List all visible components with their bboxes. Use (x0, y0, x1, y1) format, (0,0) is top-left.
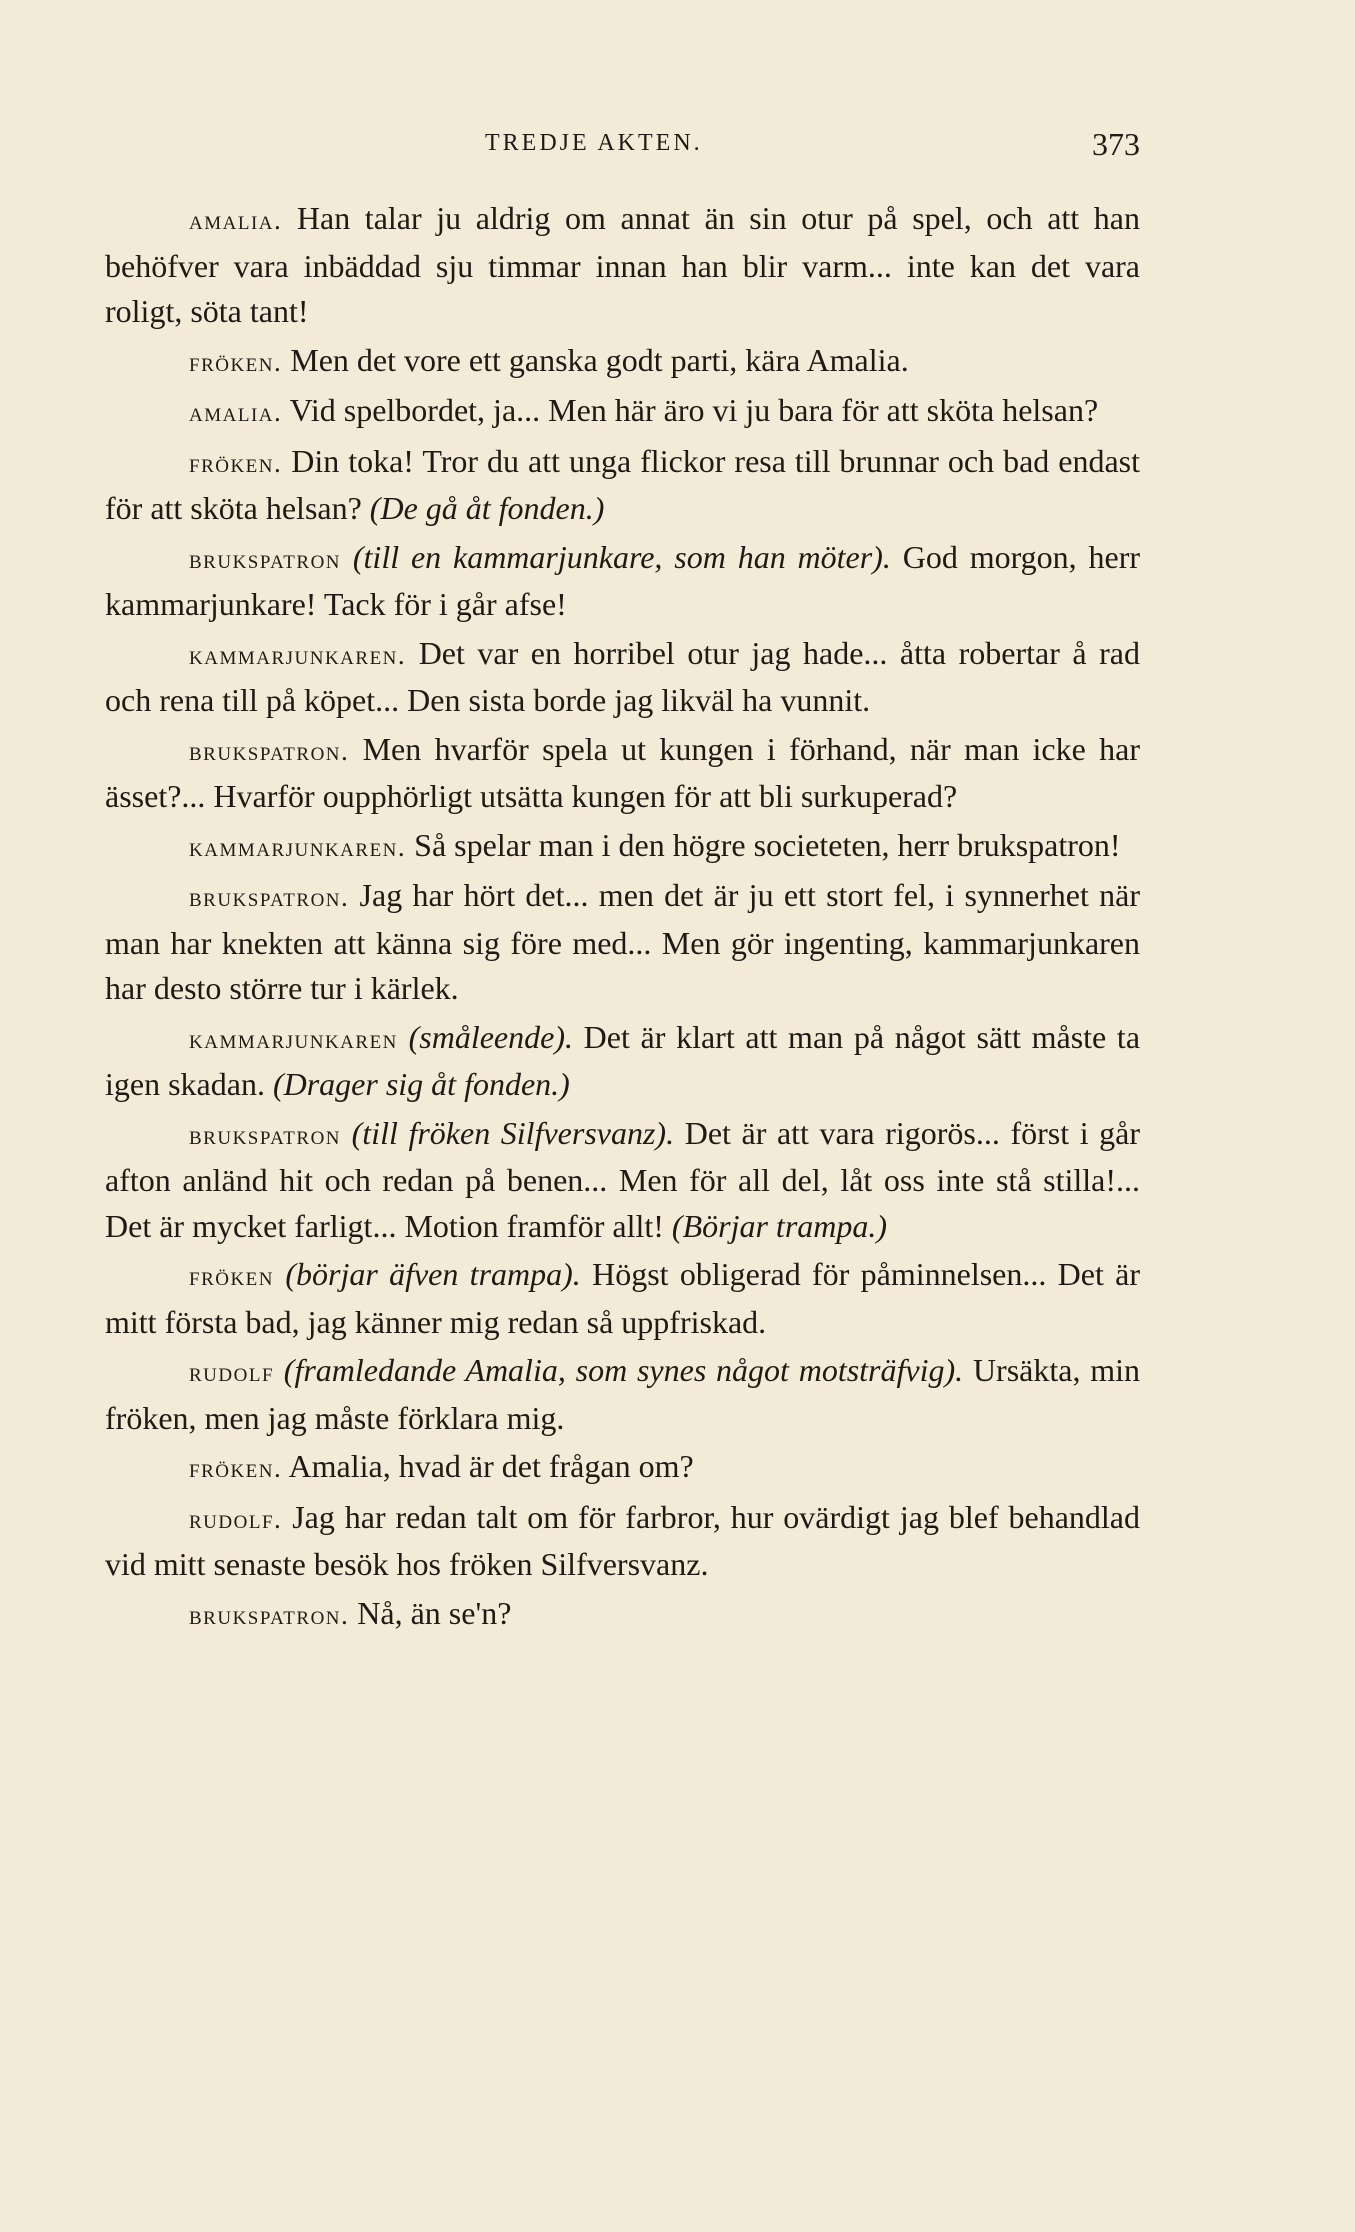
speech-paragraph (105, 196, 1140, 335)
speech-text: God morgon, herr kammarjunkare! Tack för i går afse! (105, 538, 1141, 622)
speech-text: Men hvarför spela ut kungen i förhand, när man icke har ässet?... Hvarför oupphörligt utsätta kungen för att bli surkuperad? (105, 730, 1141, 814)
speech-paragraph (105, 1111, 1140, 1250)
speaker-name: amalia. (189, 397, 283, 427)
speech-text: Amalia, hvad är det frågan om? (288, 1448, 694, 1484)
page-header (105, 126, 1140, 166)
speaker-name: fröken. (189, 1453, 283, 1483)
speech-paragraph (105, 1252, 1140, 1345)
speech-paragraph (105, 823, 1140, 871)
speaker-name: brukspatron. (189, 1599, 350, 1630)
speech-text: Jag har hört det... men det är ju ett stort fel, i synnerhet när man har knekten att känna sig före med... Men gör ingenting, kammarjunkaren har desto större tur i kärlek. (105, 877, 1141, 1006)
speaker-name: brukspatron. (189, 735, 350, 766)
speaker-name: fröken. (189, 447, 283, 478)
speaker-name: brukspatron (189, 1119, 342, 1150)
speech-text: Det är klart att man på något sätt måste ta igen skadan. (105, 1018, 1141, 1102)
speech-paragraph (105, 727, 1140, 820)
dialogue-text (105, 196, 1140, 1641)
speech-paragraph (105, 439, 1140, 532)
speech-paragraph (105, 338, 1140, 386)
speaker-name: brukspatron. (189, 882, 350, 912)
speaker-name: fröken. (189, 346, 283, 377)
speech-paragraph (105, 631, 1140, 724)
speech-text: Jag har redan talt om för farbror, hur ovärdigt jag blef behandlad vid mitt senaste besök hos fröken Silfversvanz. (105, 1498, 1141, 1582)
speech-text: Nå, än se'n? (357, 1594, 512, 1631)
speech-text: Vid spelbordet, ja... Men här äro vi ju bara för att sköta helsan? (289, 392, 1099, 428)
speech-text: Det var en horribel otur jag hade... åtta robertar å rad och rena till på köpet... Den sista borde jag likväl ha vunnit. (105, 634, 1141, 718)
speaker-name: rudolf (189, 1357, 275, 1387)
speech-paragraph (105, 1015, 1140, 1108)
speech-paragraph (105, 1348, 1140, 1441)
speech-text: Ursäkta, min fröken, men jag måste förklara mig. (105, 1352, 1141, 1436)
speaker-name: fröken (189, 1261, 275, 1291)
page-number: 373 (1092, 126, 1140, 162)
speech-paragraph (105, 1444, 1140, 1492)
speech-text: Så spelar man i den högre societeten, herr brukspatron! (414, 826, 1121, 863)
speech-text: Högst obligerad för påminnelsen... Det är mitt första bad, jag känner mig redan så uppfriskad. (105, 1256, 1141, 1340)
speaker-name: kammarjunkaren (189, 1023, 398, 1054)
speech-paragraph (105, 388, 1140, 436)
stage-direction: (börjar äfven trampa). (285, 1256, 581, 1292)
speech-paragraph (105, 1495, 1140, 1588)
stage-direction: (Drager sig åt fonden.) (272, 1066, 570, 1102)
speaker-name: brukspatron (189, 543, 342, 574)
running-title: TREDJE AKTEN. (485, 130, 703, 156)
speech-text: Det är att vara rigorös... först i går afton anländ hit och redan på benen... Men för all del, låt oss inte stå stilla!... Det är mycket farligt... Motion framför allt! (105, 1114, 1141, 1244)
speech-text: Din toka! Tror du att unga flickor resa till brunnar och bad endast för att sköta helsan? (105, 442, 1140, 526)
stage-direction: (till en kammarjunkare, som han möter). (352, 538, 891, 575)
speaker-name: kammarjunkaren. (189, 639, 407, 670)
stage-direction: (småleende). (408, 1018, 573, 1055)
stage-direction: (De gå åt fonden.) (369, 490, 605, 526)
stage-direction: (framledande Amalia, som synes något motsträfvig). (283, 1352, 964, 1388)
speaker-name: rudolf. (189, 1503, 283, 1534)
stage-direction: (Börjar trampa.) (671, 1207, 888, 1244)
speaker-name: kammarjunkaren. (189, 831, 407, 862)
speech-text: Han talar ju aldrig om annat än sin otur på spel, och att han behöfver vara inbäddad sju timmar innan han blir varm... inte kan det vara roligt, söta tant! (105, 200, 1141, 329)
speech-paragraph (105, 1591, 1140, 1639)
speech-paragraph (105, 535, 1140, 628)
speech-paragraph (105, 873, 1140, 1012)
speech-text: Men det vore ett ganska godt parti, kära Amalia. (290, 341, 909, 378)
stage-direction: (till fröken Silfversvanz). (351, 1114, 675, 1151)
speaker-name: amalia. (189, 205, 283, 235)
